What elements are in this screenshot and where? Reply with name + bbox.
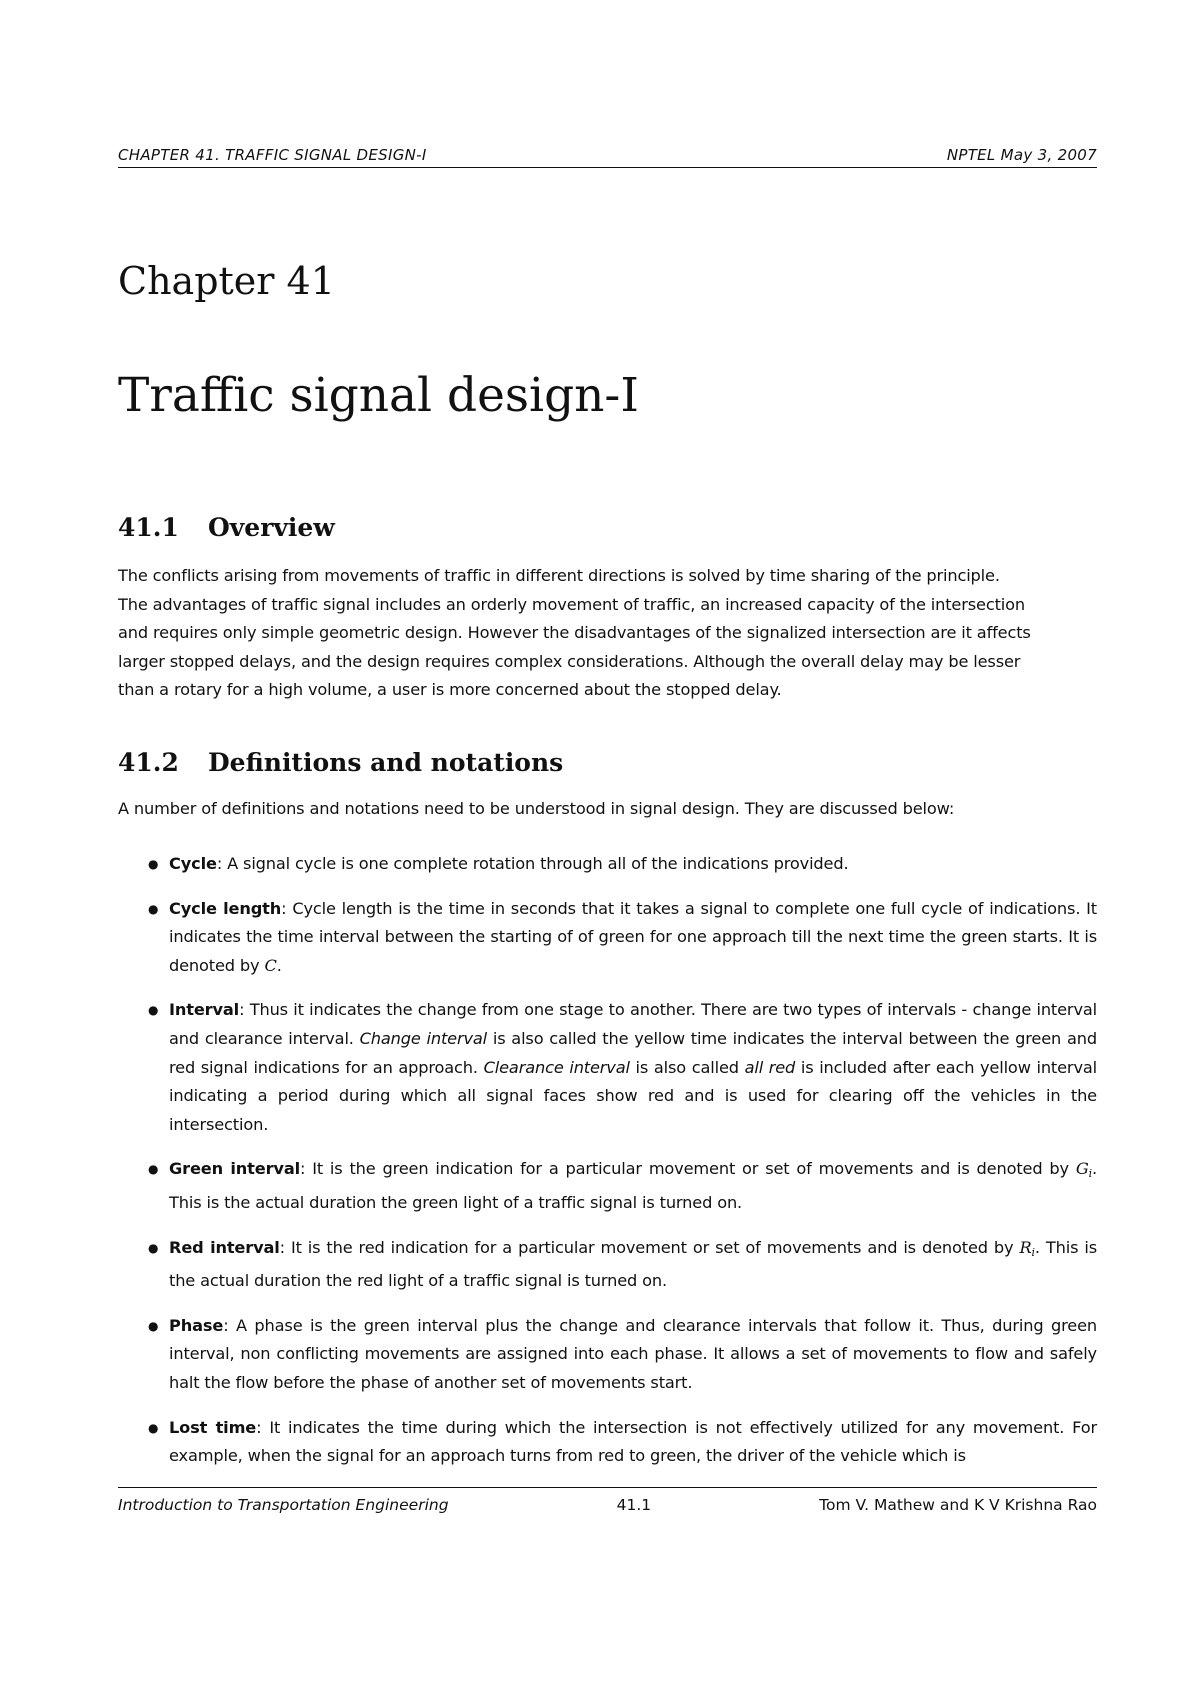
math-symbol: R bbox=[1019, 1237, 1032, 1257]
math-subscript: i bbox=[1088, 1167, 1092, 1181]
definition-term: Cycle length bbox=[169, 898, 282, 918]
list-item bbox=[118, 1234, 1097, 1296]
definition-term: Cycle bbox=[169, 854, 217, 873]
math-symbol: C bbox=[264, 955, 277, 975]
definitions-intro: A number of definitions and notations need to be understood in signal design. They are discussed below: bbox=[118, 799, 955, 818]
bullet-icon: ● bbox=[148, 1420, 159, 1435]
definition-term: Interval bbox=[169, 1000, 240, 1020]
paragraph-line: The advantages of traffic signal includes an orderly movement of traffic, an increased capacity of the intersection bbox=[118, 594, 1025, 614]
emphasis-term: Change interval bbox=[359, 1028, 488, 1048]
definition-text: : A phase is the green interval plus the change and clearance intervals that follow it. Thus, during green interval, non conflicting movements are assigned into each phase. It allows a set of movements to flow and safely halt the flow before the phase of another set of movements start. bbox=[169, 1315, 1097, 1392]
paragraph-line: The conflicts arising from movements of traffic in different directions is solved by time sharing of the principle. bbox=[118, 566, 1000, 585]
definition-term: Lost time bbox=[169, 1417, 257, 1437]
definition-text: . bbox=[276, 955, 282, 975]
list-item bbox=[118, 1155, 1097, 1217]
definition-term: Green interval bbox=[169, 1159, 300, 1179]
emphasis-term: Clearance interval bbox=[483, 1057, 630, 1077]
overview-paragraph bbox=[118, 562, 1097, 705]
section-title: Definitions and notations bbox=[208, 748, 564, 777]
bullet-icon: ● bbox=[148, 1003, 159, 1018]
definition-text: . This is the actual duration the green light of a traffic signal is turned on. bbox=[169, 1159, 1097, 1212]
page-footer bbox=[118, 1487, 1097, 1514]
section-number: 41.1 bbox=[118, 513, 179, 542]
definition-text: . This is the actual duration the red light of a traffic signal is turned on. bbox=[169, 1237, 1097, 1291]
definitions-list bbox=[118, 850, 1097, 1487]
paragraph-line: larger stopped delays, and the design requires complex considerations. Although the overall delay may be lesser bbox=[118, 651, 1021, 671]
paragraph-line: and requires only simple geometric design. However the disadvantages of the signalized intersection are it affects bbox=[118, 623, 1031, 643]
definition-text: : It indicates the time during which the intersection is not effectively utilized for any movement. For example, when the signal for an approach turns from red to green, the driver of the vehicle which is bbox=[169, 1417, 1097, 1466]
section-heading-definitions bbox=[118, 750, 563, 775]
bullet-icon: ● bbox=[148, 857, 159, 871]
footer-authors: Tom V. Mathew and K V Krishna Rao bbox=[819, 1496, 1097, 1514]
definition-text: : Thus it indicates the change from one stage to another. There are two types of intervals - change interval and clearance interval. bbox=[169, 1000, 1097, 1048]
list-item bbox=[118, 996, 1097, 1139]
definition-text: is included after each yellow interval indicating a period during which all signal faces show red and is used for clearing off the vehicles in the intersection. bbox=[169, 1057, 1097, 1134]
definition-text: is also called bbox=[629, 1057, 745, 1077]
math-subscript: i bbox=[1031, 1245, 1035, 1259]
definition-text: : It is the red indication for a particular movement or set of movements and is denoted by bbox=[279, 1237, 1020, 1257]
bullet-icon: ● bbox=[148, 1318, 159, 1333]
definition-text: is also called the yellow time indicates the interval between the green and red signal indications for an approach. bbox=[169, 1028, 1097, 1077]
paragraph-line: than a rotary for a high volume, a user is more concerned about the stopped delay. bbox=[118, 680, 782, 700]
running-header bbox=[118, 146, 1097, 168]
bullet-icon: ● bbox=[148, 901, 159, 916]
list-item bbox=[118, 895, 1097, 981]
section-heading-overview bbox=[118, 515, 335, 540]
bullet-icon: ● bbox=[148, 1240, 159, 1255]
definition-term: Red interval bbox=[169, 1237, 280, 1257]
emphasis-term: all red bbox=[744, 1057, 796, 1077]
chapter-label: Chapter 41 bbox=[118, 259, 335, 303]
definition-text: : A signal cycle is one complete rotation through all of the indications provided. bbox=[216, 854, 849, 873]
list-item bbox=[118, 1312, 1097, 1398]
list-item bbox=[118, 1414, 1097, 1471]
section-number: 41.2 bbox=[118, 748, 179, 777]
definition-text: : Cycle length is the time in seconds that it takes a signal to complete one full cycle of indications. It indicates the time interval between the starting of of green for one approach till the next time the green starts. It is denoted by bbox=[169, 898, 1097, 975]
bullet-icon: ● bbox=[148, 1162, 159, 1177]
list-item bbox=[118, 850, 1097, 879]
footer-course-title: Introduction to Transportation Engineering bbox=[118, 1496, 449, 1514]
math-symbol: G bbox=[1075, 1159, 1089, 1179]
section-title: Overview bbox=[208, 513, 335, 542]
page-number: 41.1 bbox=[616, 1496, 652, 1514]
header-date: NPTEL May 3, 2007 bbox=[946, 146, 1097, 164]
header-chapter-title: CHAPTER 41. TRAFFIC SIGNAL DESIGN-I bbox=[118, 146, 427, 164]
definition-term: Phase bbox=[169, 1315, 224, 1335]
chapter-title: Traffic signal design-I bbox=[118, 368, 639, 423]
definition-text: : It is the green indication for a particular movement or set of movements and is denoted by bbox=[300, 1159, 1076, 1179]
